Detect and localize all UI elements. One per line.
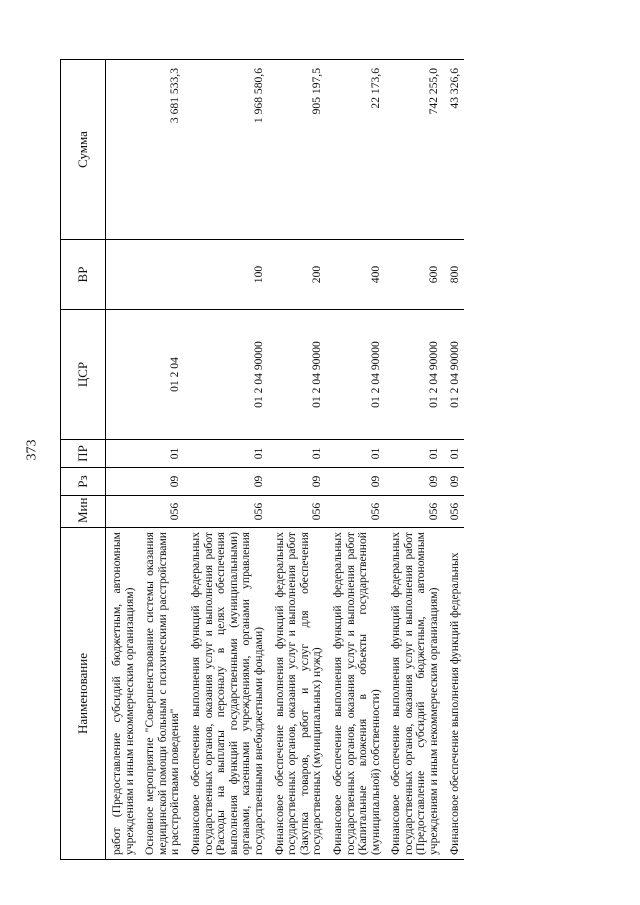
row-csr: 01 2 04 90000 — [444, 310, 465, 440]
row-vr: 400 — [327, 240, 385, 310]
header-rz: Рз — [61, 468, 106, 496]
budget-table — [60, 59, 464, 860]
row-rz: 09 — [385, 468, 443, 496]
table-row — [185, 60, 269, 860]
row-vr: 100 — [185, 240, 269, 310]
row-sum — [106, 60, 140, 240]
row-sum: 742 255,0 — [385, 60, 443, 240]
table-row — [269, 60, 327, 860]
table-row — [139, 60, 185, 860]
row-csr: 01 2 04 90000 — [269, 310, 327, 440]
row-sum: 905 197,5 — [269, 60, 327, 240]
table-body — [106, 60, 465, 860]
row-min: 056 — [385, 496, 443, 528]
row-rz — [106, 468, 140, 496]
row-name: Финансовое обеспечение выполнения функций федеральных государственных органов, оказания услуг и выполнения работ (Предоставление субсидий бюджетным, автономным учреждениям и иным некоммерческим организациям) — [385, 528, 443, 860]
row-pr: 01 — [185, 440, 269, 468]
row-name: Финансовое обеспечение выполнения функций федеральных — [444, 528, 465, 860]
header-csr: ЦСР — [61, 310, 106, 440]
row-vr — [106, 240, 140, 310]
row-sum: 43 326,6 — [444, 60, 465, 240]
row-sum: 1 968 580,6 — [185, 60, 269, 240]
row-min: 056 — [444, 496, 465, 528]
row-pr: 01 — [139, 440, 185, 468]
page-number-text: 373 — [24, 439, 39, 461]
header-sum: Сумма — [61, 60, 106, 240]
row-rz: 09 — [139, 468, 185, 496]
row-vr: 600 — [385, 240, 443, 310]
row-rz: 09 — [327, 468, 385, 496]
row-pr: 01 — [269, 440, 327, 468]
rotated-content — [60, 0, 600, 905]
row-name: работ (Предоставление субсидий бюджетным, автономным учреждениям и иным некоммерческим организациям) — [106, 528, 140, 860]
row-pr: 01 — [385, 440, 443, 468]
row-min: 056 — [269, 496, 327, 528]
row-pr: 01 — [444, 440, 465, 468]
table-row — [327, 60, 385, 860]
table-row — [106, 60, 140, 860]
row-pr — [106, 440, 140, 468]
row-rz: 09 — [269, 468, 327, 496]
row-vr — [139, 240, 185, 310]
row-pr: 01 — [327, 440, 385, 468]
row-csr: 01 2 04 90000 — [385, 310, 443, 440]
row-rz: 09 — [185, 468, 269, 496]
header-vr: ВР — [61, 240, 106, 310]
row-name: Основное мероприятие "Совершенствование системы оказания медицинской помощи больным с психическими расстройствами и расстройствами поведения" — [139, 528, 185, 860]
row-sum: 3 681 533,3 — [139, 60, 185, 240]
table-row — [444, 60, 465, 860]
row-vr: 200 — [269, 240, 327, 310]
row-vr: 800 — [444, 240, 465, 310]
row-csr: 01 2 04 90000 — [327, 310, 385, 440]
header-pr: ПР — [61, 440, 106, 468]
table-row — [385, 60, 443, 860]
row-csr: 01 2 04 — [139, 310, 185, 440]
header-name: Наименование — [61, 528, 106, 860]
row-csr — [106, 310, 140, 440]
page-number — [22, 430, 42, 470]
row-min — [106, 496, 140, 528]
document-page — [60, 0, 600, 905]
header-min: Мин — [61, 496, 106, 528]
row-name: Финансовое обеспечение выполнения функций федеральных государственных органов, оказания услуг и выполнения работ (Капитальные вложения в объекты государственной (муниципальной) собственности) — [327, 528, 385, 860]
row-name: Финансовое обеспечение выполнения функций федеральных государственных органов, оказания услуг и выполнения работ (Закупка товаров, работ и услуг для обеспечения государственных (муниципальных) нужд) — [269, 528, 327, 860]
row-min: 056 — [139, 496, 185, 528]
row-name: Финансовое обеспечение выполнения функций федеральных государственных органов, оказания услуг и выполнения работ (Расходы на выплаты персоналу в целях обеспечения выполнения функций государственными (муниципальными) органами, казенными учреждениями, органами управления государственными внебюджетными фондами) — [185, 528, 269, 860]
row-sum: 22 173,6 — [327, 60, 385, 240]
row-min: 056 — [185, 496, 269, 528]
row-min: 056 — [327, 496, 385, 528]
table-header — [61, 60, 106, 860]
row-rz: 09 — [444, 468, 465, 496]
row-csr: 01 2 04 90000 — [185, 310, 269, 440]
